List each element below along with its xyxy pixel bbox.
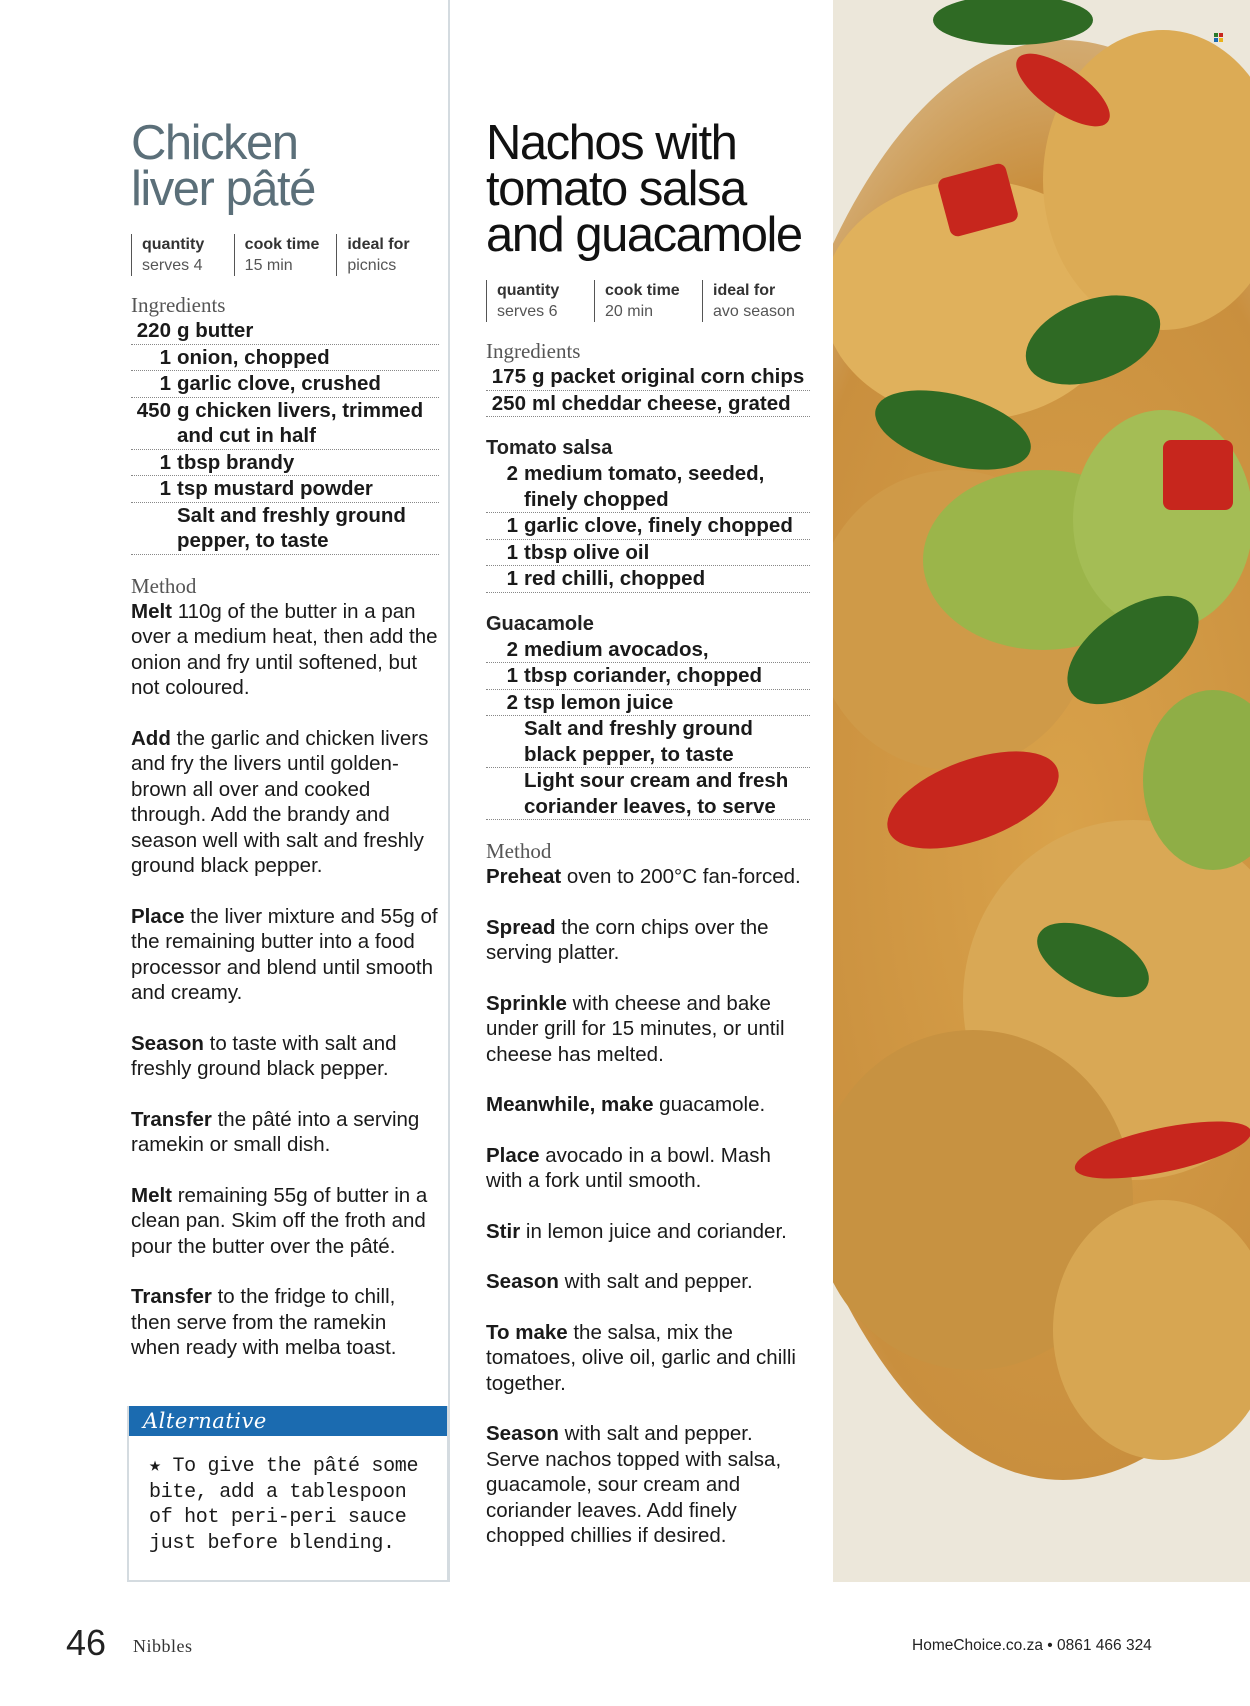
ingredient-quantity (486, 716, 524, 767)
ingredient-text: Salt and freshly ground pepper, to taste (177, 503, 406, 552)
ingredient-row (486, 637, 810, 664)
recipe-meta (486, 280, 810, 322)
step-text: 110g of the butter in a pan over a medium heat, then add the onion and fry until softened, but not coloured. (131, 599, 438, 699)
ingredient-text: tsp lemon juice (524, 690, 674, 714)
alternative-heading: Alternative (129, 1406, 447, 1436)
ingredient-row (131, 503, 439, 555)
ingredient-quantity (131, 503, 177, 554)
section-name: Nibbles (133, 1636, 193, 1656)
ingredient-row (131, 345, 439, 372)
meta-value: serves 6 (497, 303, 558, 320)
ingredient-row (486, 364, 810, 391)
ingredient-row (486, 690, 810, 717)
ingredient-row (131, 371, 439, 398)
recipe-chicken-liver-pate (131, 116, 439, 1386)
ingredient-row (131, 398, 439, 450)
method-heading: Method (131, 573, 197, 598)
step-verb: Transfer (131, 1285, 212, 1308)
method-step (486, 915, 810, 966)
step-verb: Sprinkle (486, 991, 567, 1015)
ingredient-text: onion, chopped (177, 345, 330, 369)
step-text: the corn chips over the serving platter. (486, 915, 769, 964)
ingredient-quantity: 1 (506, 664, 518, 687)
title-line: liver pâté (131, 162, 315, 216)
ingredient-row (486, 540, 810, 567)
footer-contact: HomeChoice.co.za • 0861 466 324 (912, 1637, 1152, 1654)
meta-label: cook time (244, 236, 320, 253)
meta-value: serves 4 (142, 257, 203, 274)
step-verb: Meanwhile, make (486, 1093, 654, 1116)
meta-cook-time (594, 280, 690, 322)
ingredients-list (131, 318, 439, 555)
title-line: Nachos with (486, 116, 737, 170)
ingredient-text: tbsp olive oil (524, 540, 650, 564)
ingredient-quantity: 1 (159, 372, 171, 395)
step-text: avocado in a bowl. Mash with a fork until smooth. (486, 1143, 771, 1192)
method-step (131, 1183, 439, 1260)
step-verb: Season (131, 1031, 204, 1055)
step-text: the garlic and chicken livers and fry the livers until golden-brown all over and cooked through. Add the brandy and season well with salt and freshly ground black pepper. (131, 726, 429, 877)
step-text: with salt and pepper. Serve nachos topped with salsa, guacamole, sour cream and coriander leaves. Add finely chopped chillies if desired. (486, 1422, 782, 1547)
method-step (486, 864, 810, 890)
method-step (486, 1143, 810, 1194)
ingredients-heading: Ingredients (486, 339, 581, 363)
meta-ideal-for (702, 280, 798, 322)
step-verb: Season (486, 1422, 559, 1445)
meta-quantity (486, 280, 582, 322)
ingredients-heading: Ingredients (131, 293, 226, 317)
method-step (486, 1092, 810, 1118)
ingredient-quantity: 220 (136, 319, 171, 342)
step-verb: Place (131, 904, 185, 928)
ingredient-text: tbsp coriander, chopped (524, 664, 763, 687)
step-text: guacamole. (653, 1093, 766, 1116)
title-line: and guacamole (486, 208, 802, 262)
step-text: the pâté into a serving ramekin or small dish. (131, 1107, 420, 1156)
step-text: with salt and pepper. (558, 1270, 753, 1293)
step-text: the salsa, mix the tomatoes, olive oil, garlic and chilli together. (486, 1320, 796, 1395)
meta-value: 15 min (244, 257, 293, 274)
ingredient-text: garlic clove, crushed (177, 372, 381, 395)
step-verb: To make (486, 1320, 568, 1344)
ingredient-quantity: 1 (159, 477, 171, 500)
ingredient-quantity: 175 (491, 365, 526, 388)
method-heading: Method (486, 839, 552, 863)
method-steps (486, 864, 810, 1549)
ingredient-quantity: 2 (506, 637, 518, 661)
method-step (131, 1031, 439, 1082)
meta-cook-time (234, 234, 325, 276)
ingredient-text: medium tomato, seeded, finely chopped (524, 462, 765, 511)
ingredient-row (131, 450, 439, 477)
step-text: the liver mixture and 55g of the remaining butter into a food processor and blend until smooth and creamy. (131, 904, 438, 1004)
ingredient-row (131, 318, 439, 345)
method-step (131, 1284, 439, 1361)
step-verb: Spread (486, 915, 556, 939)
ingredient-quantity: 1 (159, 345, 171, 369)
ingredient-quantity: 2 (506, 690, 518, 714)
ingredient-text: g packet original corn chips (532, 365, 805, 388)
step-text: remaining 55g of butter in a clean pan. Skim off the froth and pour the butter over the pâté. (131, 1183, 428, 1258)
ingredients-list (486, 364, 810, 417)
ingredient-quantity: 250 (491, 391, 526, 415)
brand-mark-icon (1214, 33, 1223, 42)
alternative-box (127, 1406, 449, 1582)
method-step (486, 1269, 810, 1295)
meta-quantity (131, 234, 222, 276)
ingredient-text: g butter (177, 319, 254, 342)
ingredient-quantity: 450 (136, 398, 171, 422)
ingredient-quantity (486, 768, 524, 819)
ingredient-text: Salt and freshly ground black pepper, to taste (524, 717, 753, 766)
method-step (486, 1320, 810, 1397)
ingredient-quantity: 1 (506, 514, 518, 537)
step-text: to the fridge to chill, then serve from the ramekin when ready with melba toast. (131, 1285, 397, 1359)
meta-label: quantity (497, 282, 560, 299)
ingredient-row (486, 461, 810, 513)
ingredient-text: tbsp brandy (177, 450, 295, 474)
page-number: 46 (66, 1622, 107, 1663)
step-verb: Transfer (131, 1107, 212, 1131)
method-step (131, 1107, 439, 1158)
meta-label: ideal for (347, 236, 410, 253)
salsa-list (486, 461, 810, 593)
step-verb: Season (486, 1270, 559, 1293)
step-verb: Place (486, 1143, 540, 1167)
ingredient-quantity: 1 (159, 450, 171, 474)
ingredient-row (486, 716, 810, 768)
meta-value: avo season (713, 303, 795, 320)
ingredient-row (486, 663, 810, 690)
recipe-meta (131, 234, 439, 276)
step-verb: Melt (131, 599, 172, 623)
step-text: oven to 200°C fan-forced. (561, 865, 801, 888)
method-step (131, 599, 439, 701)
meta-ideal-for (336, 234, 427, 276)
ingredient-row (486, 391, 810, 418)
ingredient-row (486, 513, 810, 540)
step-verb: Stir (486, 1219, 521, 1243)
ingredient-quantity: 2 (506, 462, 518, 485)
ingredient-quantity: 1 (506, 540, 518, 564)
alternative-text: ★ To give the pâté some bite, add a tablespoon of hot peri-peri sauce just before blending. (149, 1455, 419, 1555)
ingredient-text: medium avocados, (524, 637, 709, 661)
method-step (131, 904, 439, 1006)
ingredient-text: red chilli, chopped (524, 567, 706, 590)
ingredient-row (486, 566, 810, 593)
step-verb: Preheat (486, 865, 562, 888)
ingredient-text: tsp mustard powder (177, 477, 373, 500)
meta-label: ideal for (713, 282, 776, 299)
method-step (486, 991, 810, 1068)
ingredient-quantity: 1 (506, 567, 518, 590)
meta-label: quantity (142, 236, 205, 253)
step-text: in lemon juice and coriander. (520, 1219, 787, 1243)
ingredient-row (131, 476, 439, 503)
guacamole-heading: Guacamole (486, 612, 594, 635)
method-step (131, 726, 439, 879)
meta-value: picnics (347, 257, 397, 274)
column-divider (448, 0, 450, 1582)
recipe-title (486, 116, 810, 262)
ingredient-text: garlic clove, finely chopped (524, 514, 793, 537)
salsa-heading: Tomato salsa (486, 437, 613, 459)
recipe-nachos (486, 116, 810, 1574)
method-step (486, 1421, 810, 1549)
nachos-photo (833, 0, 1250, 1582)
method-step (486, 1219, 810, 1245)
ingredient-text: g chicken livers, trimmed and cut in half (177, 398, 424, 447)
ingredient-text: ml cheddar cheese, grated (532, 391, 791, 415)
ingredient-text: Light sour cream and fresh coriander leaves, to serve (524, 769, 789, 818)
title-line: tomato salsa (486, 162, 746, 216)
nachos-photo-image (833, 0, 1250, 1582)
title-line: Chicken (131, 116, 298, 170)
meta-value: 20 min (605, 303, 654, 320)
step-text: with cheese and bake under grill for 15 minutes, or until cheese has melted. (486, 991, 785, 1066)
step-verb: Melt (131, 1183, 172, 1207)
recipe-title (131, 116, 439, 216)
method-steps (131, 599, 439, 1361)
step-text: to taste with salt and freshly ground black pepper. (131, 1031, 397, 1080)
meta-label: cook time (605, 282, 680, 299)
step-verb: Add (131, 726, 171, 750)
guacamole-list (486, 637, 810, 821)
ingredient-row (486, 768, 810, 820)
